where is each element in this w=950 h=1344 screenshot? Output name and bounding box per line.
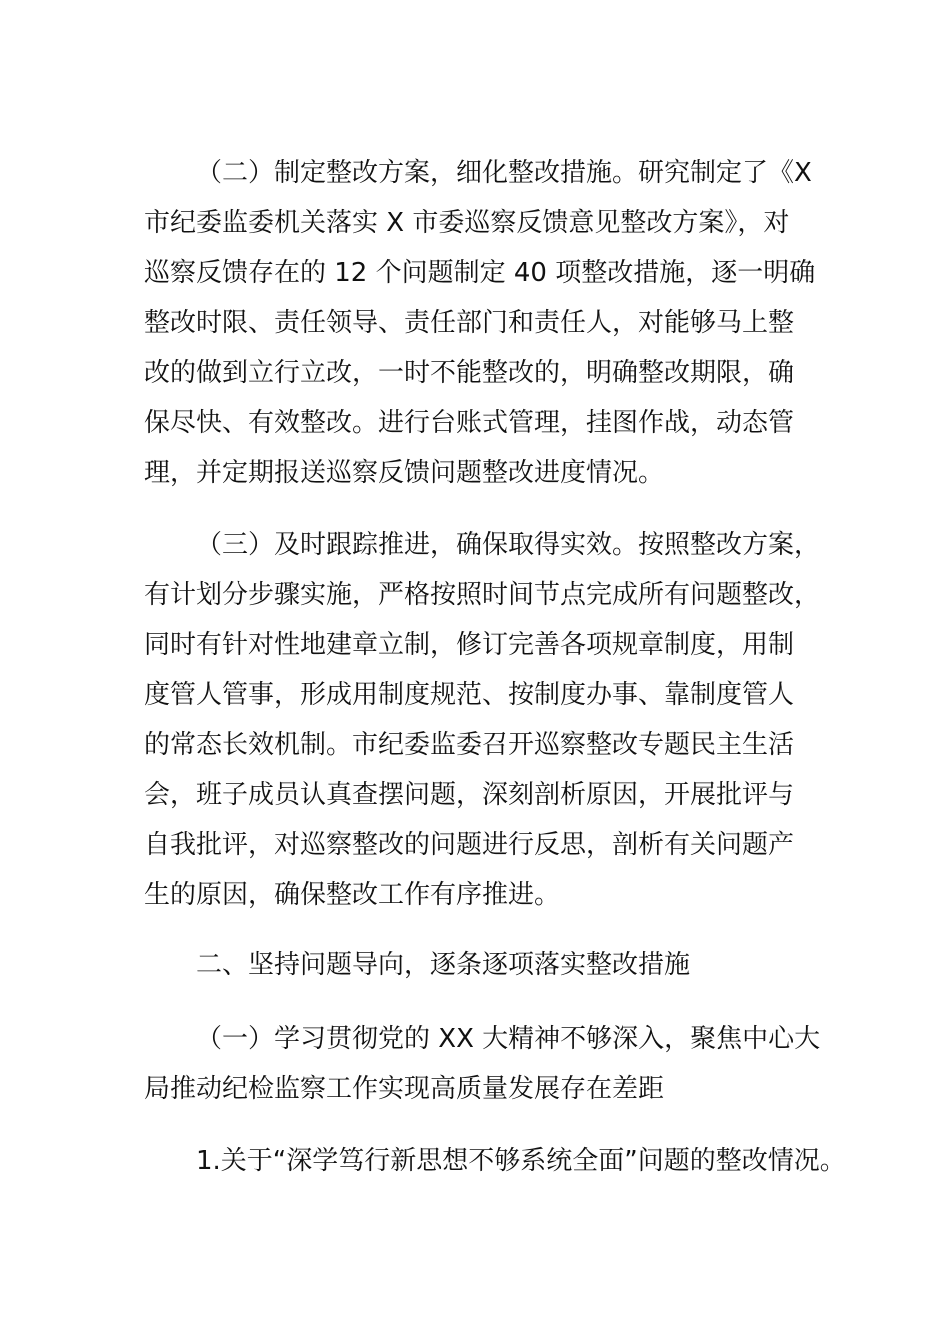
paragraph-2-line-5: 改的做到立行立改，一时不能整改的，明确整改期限，确	[144, 358, 795, 388]
paragraph-3-line-4: 度管人管事，形成用制度规范、按制度办事、靠制度管人	[144, 680, 795, 710]
paragraph-2-line-3: 巡察反馈存在的 12 个问题制定 40 项整改措施，逐一明确	[144, 258, 816, 288]
paragraph-3-line-7: 自我批评，对巡察整改的问题进行反思，剖析有关问题产	[144, 830, 795, 860]
paragraph-2-line-2: 市纪委监委机关落实 X 市委巡察反馈意见整改方案》，对	[144, 208, 790, 238]
paragraph-3-line-1: （三）及时跟踪推进，确保取得实效。按照整改方案，	[196, 530, 821, 560]
paragraph-3-line-5: 的常态长效机制。市纪委监委召开巡察整改专题民主生活	[144, 730, 795, 760]
subsection-heading-line-1: （一）学习贯彻党的 XX 大精神不够深入，聚焦中心大	[196, 1024, 821, 1054]
paragraph-2-line-7: 理，并定期报送巡察反馈问题整改进度情况。	[144, 458, 665, 488]
paragraph-2-line-1: （二）制定整改方案，细化整改措施。研究制定了《X	[196, 158, 812, 188]
subsection-heading-line-2: 局推动纪检监察工作实现高质量发展存在差距	[144, 1074, 665, 1104]
paragraph-2-line-6: 保尽快、有效整改。进行台账式管理，挂图作战，动态管	[144, 408, 795, 438]
paragraph-3-line-3: 同时有针对性地建章立制，修订完善各项规章制度，用制	[144, 630, 795, 660]
paragraph-3-line-8: 生的原因，确保整改工作有序推进。	[144, 880, 561, 910]
paragraph-2-line-4: 整改时限、责任领导、责任部门和责任人，对能够马上整	[144, 308, 795, 338]
paragraph-3-line-2: 有计划分步骤实施，严格按照时间节点完成所有问题整改，	[144, 580, 821, 610]
paragraph-3-line-6: 会，班子成员认真查摆问题，深刻剖析原因，开展批评与	[144, 780, 795, 810]
section-heading: 二、坚持问题导向，逐条逐项落实整改措施	[196, 950, 691, 980]
item-heading: 1.关于“深学笃行新思想不够系统全面”问题的整改情况。	[196, 1146, 846, 1176]
